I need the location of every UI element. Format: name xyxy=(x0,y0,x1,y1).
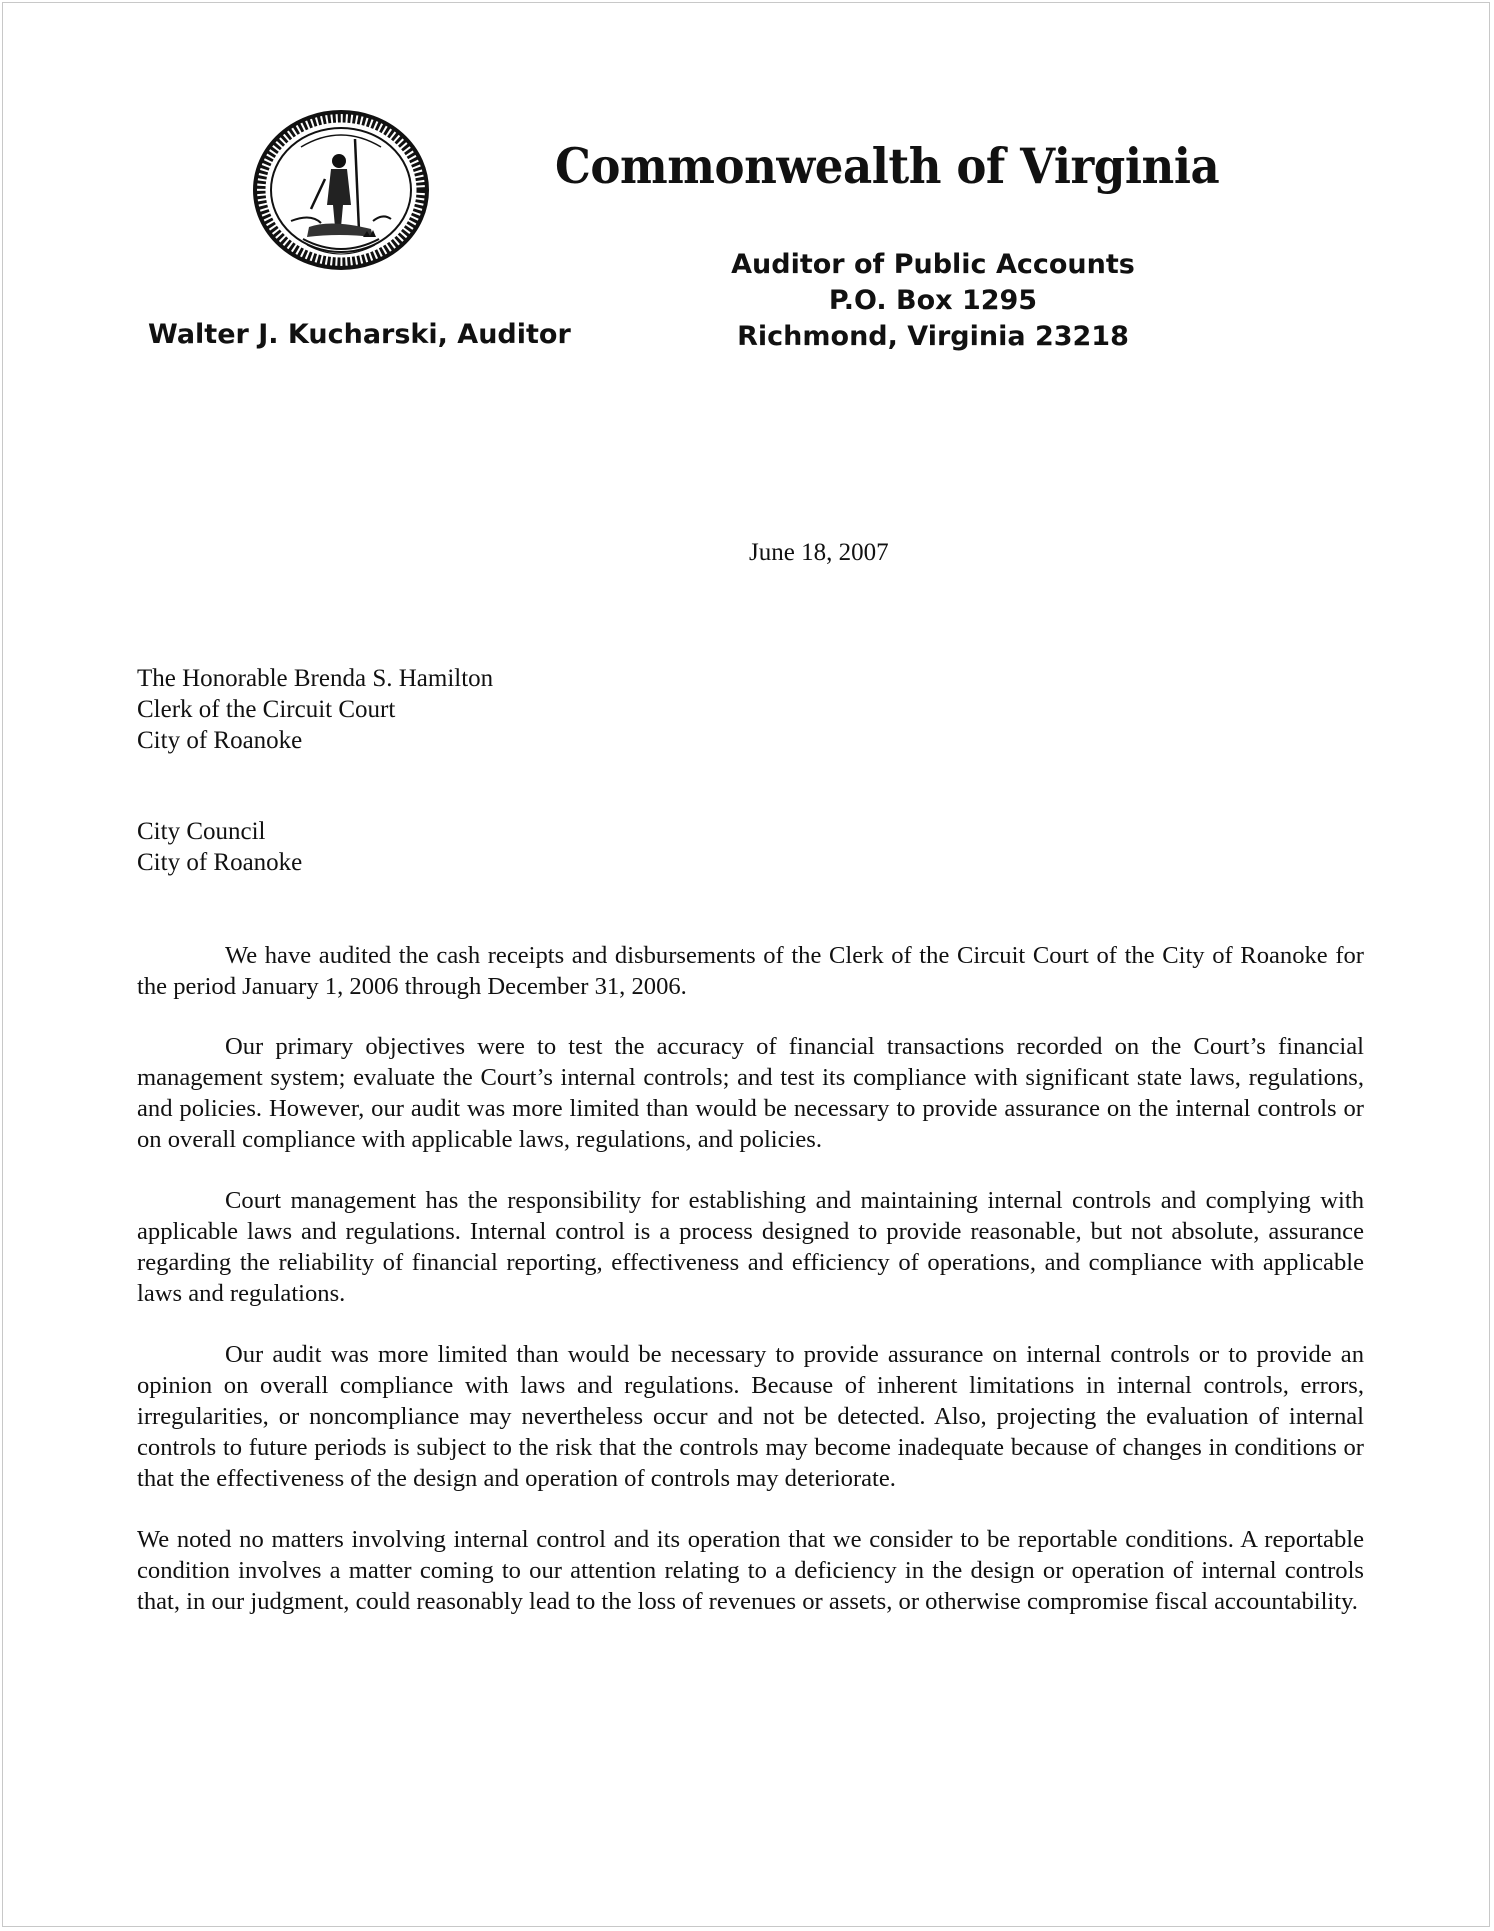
virginia-seal-icon xyxy=(251,109,431,271)
office-po-box: P.O. Box 1295 xyxy=(828,285,1038,316)
office-city-line: Richmond, Virginia 23218 xyxy=(737,321,1129,352)
letter-page xyxy=(2,2,1490,1927)
recipient-block-council xyxy=(137,816,302,878)
seal-top-text xyxy=(251,271,252,272)
body-paragraph: Our audit was more limited than would be necessary to provide assurance on internal controls or to provide an opinion on overall compliance with laws and regulations. Because of inherent limitations in internal controls, errors, irregularities, or noncompliance may nevertheless occur and not be detected. Also, projecting the evaluation of internal controls to future periods is subject to the risk that the controls may become inadequate because of changes in conditions or that the effectiveness of the design and operation of controls may deteriorate. xyxy=(137,1341,1364,1492)
seal-motto xyxy=(251,271,252,272)
office-name: Auditor of Public Accounts xyxy=(731,249,1135,280)
recipient-line: City of Roanoke xyxy=(137,727,303,754)
recipient-line: Clerk of the Circuit Court xyxy=(137,696,396,723)
masthead-title: Commonwealth of Virginia xyxy=(555,137,1220,195)
auditor-name: Walter J. Kucharski, Auditor xyxy=(148,319,571,350)
body-paragraph: We noted no matters involving internal control and its operation that we consider to be reportable conditions. A reportable condition involves a matter coming to our attention relating to a deficiency in the design or operation of internal controls that, in our judgment, could reasonably lead to the loss of revenues or assets, or otherwise compromise fiscal accountability. xyxy=(137,1526,1364,1615)
recipient-line: The Honorable Brenda S. Hamilton xyxy=(137,665,494,692)
body-paragraph: Court management has the responsibility for establishing and maintaining internal controls and complying with applicable laws and regulations. Internal control is a process designed to provide reasonable, but not absolute, assurance regarding the reliability of financial reporting, effectiveness and efficiency of operations, and compliance with applicable laws and regulations. xyxy=(137,1187,1364,1307)
office-address xyxy=(703,247,1163,355)
recipient-line: City Council xyxy=(137,818,266,845)
recipient-line: City of Roanoke xyxy=(137,849,303,876)
recipient-block-clerk xyxy=(137,663,493,756)
letter-date: June 18, 2007 xyxy=(749,539,889,566)
body-paragraph: We have audited the cash receipts and disbursements of the Clerk of the Circuit Court of the City of Roanoke for the period January 1, 2006 through December 31, 2006. xyxy=(137,942,1364,1000)
body-paragraph: Our primary objectives were to test the accuracy of financial transactions recorded on the Court’s financial management system; evaluate the Court’s internal controls; and test its compliance with significant state laws, regulations, and policies. However, our audit was more limited than would be necessary to provide assurance on the internal controls or on overall compliance with applicable laws, regulations, and policies. xyxy=(137,1033,1364,1153)
